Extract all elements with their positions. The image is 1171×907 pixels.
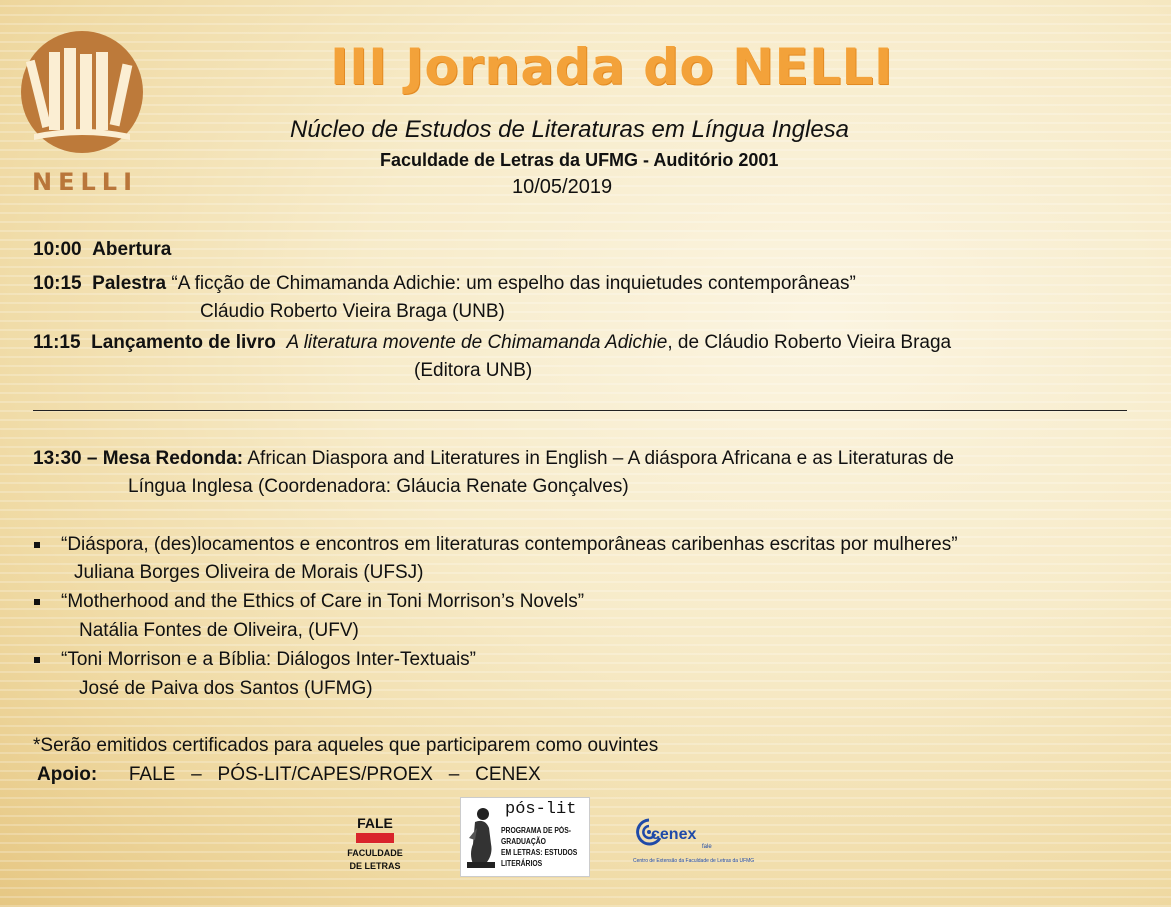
- talk-speaker: Juliana Borges Oliveira de Morais (UFSJ): [74, 562, 424, 583]
- poslit-logo: [460, 797, 590, 877]
- schedule-lecture: [33, 273, 856, 295]
- support-list: FALE – PÓS-LIT/CAPES/PROEX – CENEX: [128, 764, 541, 785]
- talk-title: “Diáspora, (des)locamentos e encontros em literaturas contemporâneas caribenhas escritas por mulheres”: [61, 534, 958, 555]
- round-table-title-cont: Língua Inglesa (Coordenadora: Gláucia Renate Gonçalves): [128, 476, 629, 497]
- fale-name: FALE: [357, 815, 393, 831]
- lecture-title: “A ficção de Chimamanda Adichie: um espelho das inquietudes contemporâneas”: [171, 273, 856, 294]
- support-label: Apoio:: [37, 764, 98, 785]
- label: Lançamento de livro: [91, 332, 276, 353]
- fale-line1: FACULDADE: [347, 848, 403, 858]
- fale-logo: [345, 815, 405, 873]
- divider: [33, 410, 1127, 411]
- talk-title: “Motherhood and the Ethics of Care in Toni Morrison’s Novels”: [61, 591, 585, 612]
- subtitle: Núcleo de Estudos de Literaturas em Língua Inglesa: [290, 116, 850, 143]
- round-table-title: African Diaspora and Literatures in English – A diáspora Africana e as Literaturas de: [247, 448, 954, 469]
- fale-bar: [356, 833, 394, 843]
- time: 11:15: [33, 332, 81, 353]
- round-table-label: 13:30 – Mesa Redonda:: [33, 448, 244, 469]
- label: Palestra: [92, 273, 167, 294]
- bullet-icon: [34, 657, 40, 663]
- cenex-sub: fale: [702, 844, 712, 850]
- poslit-name: pós-lit: [505, 800, 577, 819]
- schedule-book-launch: [33, 332, 951, 354]
- page-title: III Jornada do NELLI: [330, 38, 893, 96]
- talk-title: “Toni Morrison e a Bíblia: Diálogos Inter-Textuais”: [61, 649, 477, 670]
- books-emblem-icon: [20, 30, 145, 155]
- fale-line2: DE LETRAS: [349, 861, 401, 871]
- talk-speaker: José de Paiva dos Santos (UFMG): [79, 678, 373, 699]
- event-date: 10/05/2019: [512, 176, 613, 198]
- book-publisher: (Editora UNB): [414, 360, 533, 381]
- poslit-caption: [501, 825, 586, 869]
- talk-speaker: Natália Fontes de Oliveira, (UFV): [79, 620, 359, 641]
- poslit-line1: PROGRAMA DE PÓS-GRADUAÇÃO: [501, 826, 572, 846]
- label: Abertura: [92, 239, 172, 260]
- venue: Faculdade de Letras da UFMG - Auditório 2001: [380, 150, 779, 170]
- nelli-logo: [20, 30, 145, 155]
- book-author: , de Cláudio Roberto Vieira Braga: [667, 332, 952, 353]
- lecture-speaker: Cláudio Roberto Vieira Braga (UNB): [200, 301, 505, 322]
- cenex-caption: Centro de Extensão da Faculdade de Letras da UFMG: [633, 858, 755, 864]
- time: 10:00: [33, 239, 82, 260]
- schedule-opening: [33, 239, 171, 261]
- cenex-logo: [628, 808, 755, 873]
- book-title: A literatura movente de Chimamanda Adichie: [286, 332, 668, 353]
- time: 10:15: [33, 273, 82, 294]
- bullet-icon: [34, 599, 40, 605]
- round-table: [33, 448, 954, 470]
- thinker-figure-icon: [463, 804, 499, 870]
- cenex-name: cenex: [651, 826, 697, 843]
- support-line: [37, 764, 541, 786]
- poslit-line2: EM LETRAS: ESTUDOS LITERÁRIOS: [501, 848, 578, 868]
- bullet-icon: [34, 542, 40, 548]
- certificate-note: *Serão emitidos certificados para aqueles que participarem como ouvintes: [33, 735, 659, 756]
- logo-wordmark: NELLI: [32, 168, 138, 196]
